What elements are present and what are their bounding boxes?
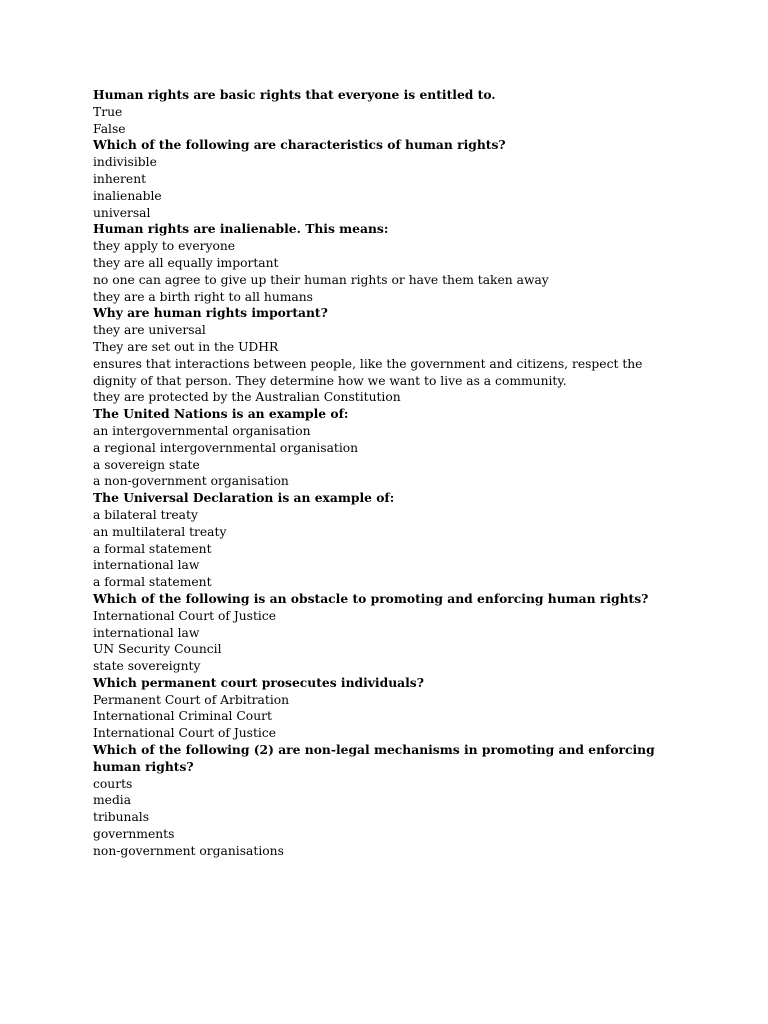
- question-block: [93, 221, 683, 305]
- question-block: [93, 137, 683, 221]
- question-text: Which permanent court prosecutes individuals?: [93, 674, 424, 690]
- document-body: [93, 87, 683, 860]
- answer-option: ensures that interactions between people, like the government and citizens, respect the dignity of that person. They determine how we want to live as a community.: [93, 356, 643, 388]
- answer-option: they are a birth right to all humans: [93, 289, 313, 304]
- answer-option: courts: [93, 776, 133, 791]
- question-block: [93, 406, 683, 490]
- answer-option: they are universal: [93, 323, 206, 338]
- question-block: [93, 675, 683, 742]
- question-text: Which of the following (2) are non-legal mechanisms in promoting and enforcing human rights?: [93, 742, 655, 774]
- question-block: [93, 591, 683, 675]
- answer-option: inalienable: [93, 188, 162, 203]
- answer-option: a formal statement: [93, 541, 212, 556]
- question-block: [93, 87, 683, 137]
- answer-option: International Court of Justice: [93, 726, 277, 741]
- answer-option: universal: [93, 205, 151, 220]
- answer-option: International Court of Justice: [93, 608, 277, 623]
- answer-option: international law: [93, 558, 200, 573]
- question-text: Human rights are inalienable. This means:: [93, 221, 389, 237]
- question-text: Which of the following are characteristics of human rights?: [93, 137, 506, 153]
- answer-option: an intergovernmental organisation: [93, 423, 311, 438]
- answer-option: International Criminal Court: [93, 709, 272, 724]
- answer-option: inherent: [93, 171, 147, 186]
- answer-option: international law: [93, 625, 200, 640]
- question-text: The United Nations is an example of:: [93, 406, 349, 422]
- question-block: [93, 742, 683, 860]
- answer-option: indivisible: [93, 155, 157, 170]
- question-text: Human rights are basic rights that everyone is entitled to.: [93, 87, 496, 102]
- answer-option: UN Security Council: [93, 642, 222, 657]
- question-block: [93, 305, 683, 406]
- answer-option: a sovereign state: [93, 457, 200, 472]
- answer-option: governments: [93, 827, 175, 842]
- answer-option: they apply to everyone: [93, 239, 236, 254]
- answer-option: state sovereignty: [93, 659, 201, 674]
- answer-option: tribunals: [93, 810, 150, 825]
- answer-option: non-government organisations: [93, 843, 284, 858]
- answer-option: an multilateral treaty: [93, 524, 227, 539]
- answer-option: media: [93, 793, 132, 808]
- question-block: [93, 490, 683, 591]
- question-text: Which of the following is an obstacle to promoting and enforcing human rights?: [93, 590, 649, 606]
- answer-option: They are set out in the UDHR: [93, 339, 279, 354]
- answer-option: a non-government organisation: [93, 474, 289, 489]
- answer-option: a regional intergovernmental organisation: [93, 440, 359, 455]
- answer-option: False: [93, 121, 126, 136]
- answer-option: no one can agree to give up their human rights or have them taken away: [93, 272, 549, 287]
- answer-option: a bilateral treaty: [93, 507, 198, 522]
- question-text: Why are human rights important?: [93, 305, 328, 321]
- answer-option: Permanent Court of Arbitration: [93, 692, 290, 707]
- answer-option: they are protected by the Australian Constitution: [93, 390, 401, 405]
- answer-option: True: [93, 104, 123, 119]
- answer-option: a formal statement: [93, 575, 212, 590]
- answer-option: they are all equally important: [93, 255, 279, 270]
- question-text: The Universal Declaration is an example of:: [93, 490, 395, 506]
